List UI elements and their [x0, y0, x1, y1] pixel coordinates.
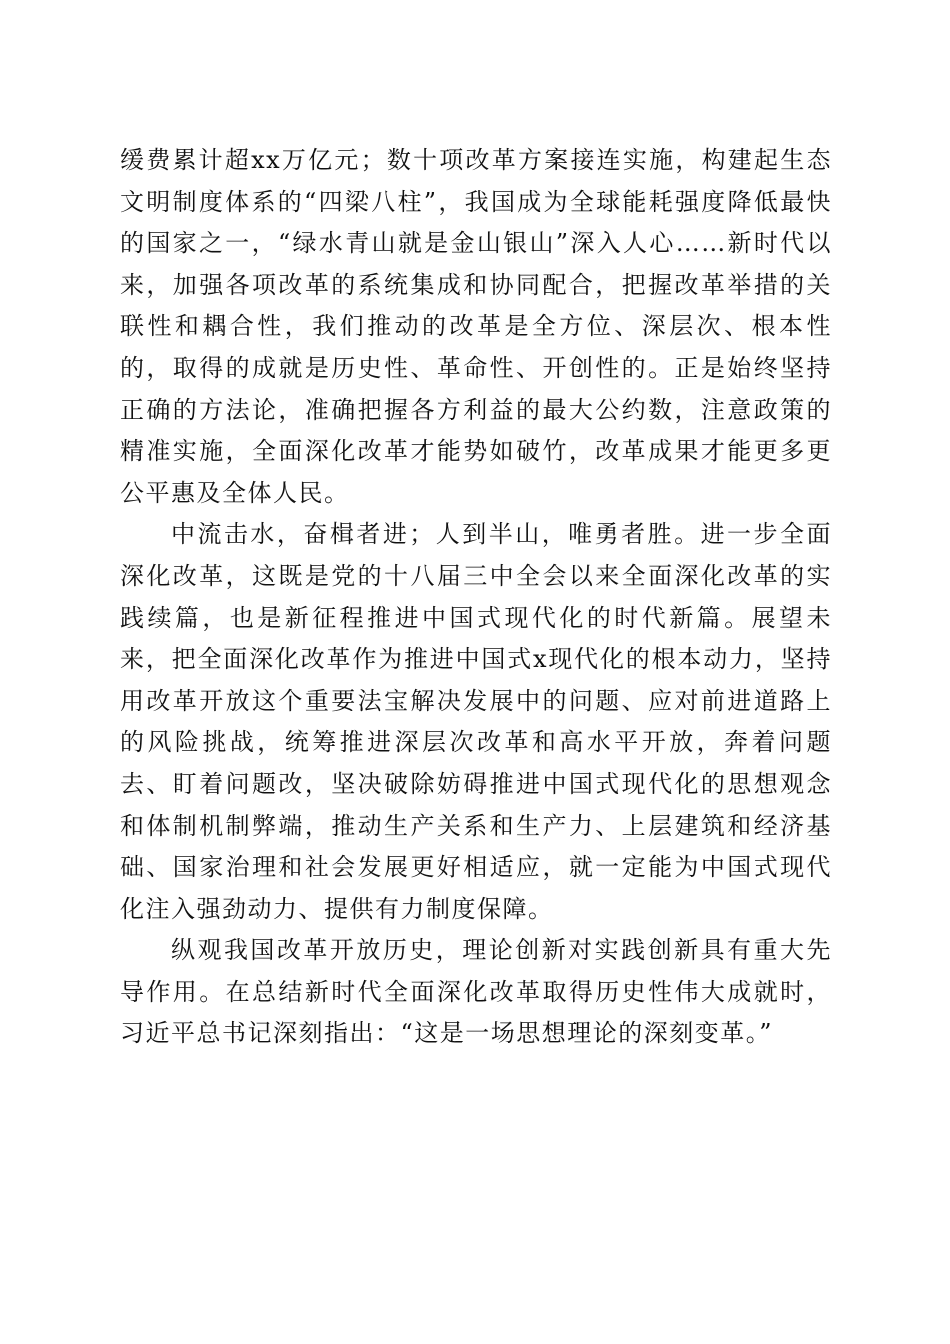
document-body [120, 140, 832, 1055]
paragraph-theory-innovation: 纵观我国改革开放历史，理论创新对实践创新具有重大先导作用。在总结新时代全面深化改革取得历史性伟大成就时，习近平总书记深刻指出：“这是一场思想理论的深刻变革。” [120, 936, 832, 1048]
paragraph-continuation: 缓费累计超xx万亿元；数十项改革方案接连实施，构建起生态文明制度体系的“四梁八柱”，我国成为全球能耗强度降低最快的国家之一，“绿水青山就是金山银山”深入人心……新时代以来，加强各项改革的系统集成和协同配合，把握改革举措的关联性和耦合性，我们推动的改革是全方位、深层次、根本性的，取得的成就是历史性、革命性、开创性的。正是始终坚持正确的方法论，准确把握各方利益的最大公约数，注意政策的精准实施，全面深化改革才能势如破竹，改革成果才能更多更公平惠及全体人民。 [120, 146, 832, 507]
paragraph-reform-outlook: 中流击水，奋楫者进；人到半山，唯勇者胜。进一步全面深化改革，这既是党的十八届三中全会以来全面深化改革的实践续篇，也是新征程推进中国式现代化的时代新篇。展望未来，把全面深化改革作为推进中国式x现代化的根本动力，坚持用改革开放这个重要法宝解决发展中的问题、应对前进道路上的风险挑战，统筹推进深层次改革和高水平开放，奔着问题去、盯着问题改，坚决破除妨碍推进中国式现代化的思想观念和体制机制弊端，推动生产关系和生产力、上层建筑和经济基础、国家治理和社会发展更好相适应，就一定能为中国式现代化注入强劲动力、提供有力制度保障。 [120, 520, 832, 923]
